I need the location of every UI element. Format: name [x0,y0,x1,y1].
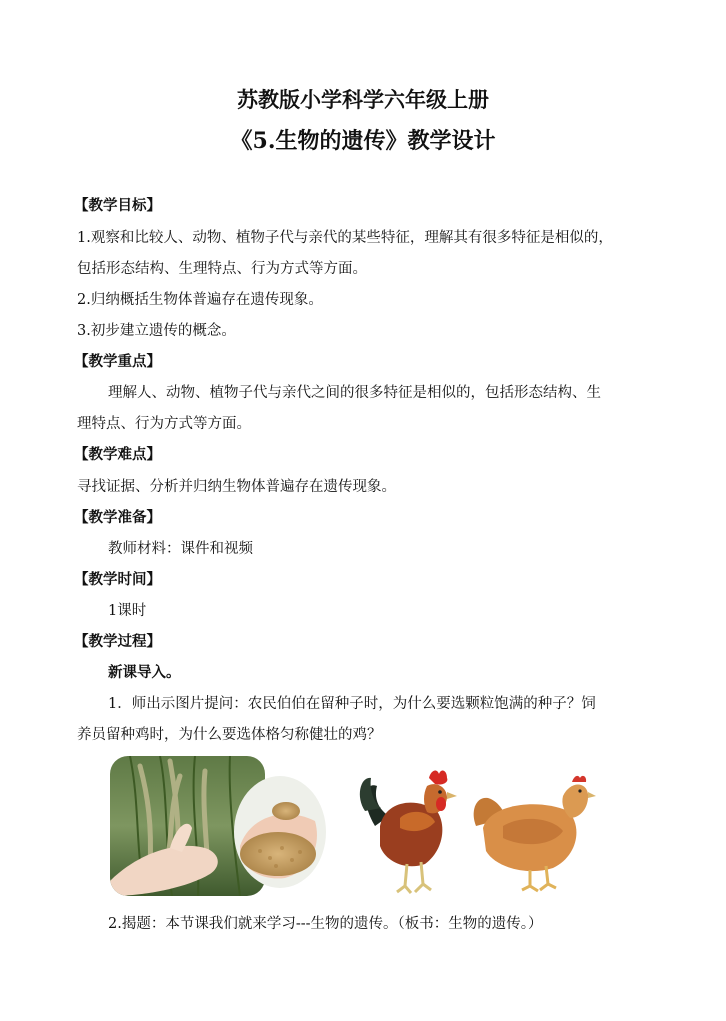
goal-1-line-b: 包括形态结构、生理特点、行为方式等方面。 [77,261,367,277]
section-header-prep: 【教学准备】 [74,509,161,526]
rice-seeds-photo [110,756,326,896]
goal-1-line-a: 1.观察和比较人、动物、植物子代与亲代的某些特征，理解其有很多特征是相似的， [77,230,613,246]
key-line-b: 理特点、行为方式等方面。 [77,416,251,432]
goal-3: 3.初步建立遗传的概念。 [77,323,236,339]
difficulty-text: 寻找证据、分析并归纳生物体普遍存在遗传现象。 [77,479,396,495]
goal-2: 2.归纳概括生物体普遍存在遗传现象。 [77,292,323,308]
section-header-process: 【教学过程】 [74,633,161,650]
section-header-goal: 【教学目标】 [74,197,161,214]
time-text: 1课时 [108,603,147,619]
section-header-time: 【教学时间】 [74,571,161,588]
section-header-key: 【教学重点】 [74,353,161,370]
hen-photo [468,756,600,896]
process-1-line-b: 养员留种鸡时，为什么要选体格匀称健壮的鸡？ [77,727,382,743]
section-header-difficulty: 【教学难点】 [74,446,161,463]
process-1-line-a: 1．师出示图片提问：农民伯伯在留种子时，为什么要选颗粒饱满的种子？饲 [108,696,596,712]
prep-text: 教师材料：课件和视频 [108,541,253,557]
key-line-a: 理解人、动物、植物子代与亲代之间的很多特征是相似的，包括形态结构、生 [108,385,601,401]
rooster-photo [355,756,465,896]
process-2: 2.揭题：本节课我们就来学习---生物的遗传。（板书：生物的遗传。） [108,916,543,932]
process-intro: 新课导入。 [108,664,181,681]
doc-title-line2: 《5.生物的遗传》教学设计 [230,128,496,154]
doc-title-line1: 苏教版小学科学六年级上册 [237,87,489,112]
